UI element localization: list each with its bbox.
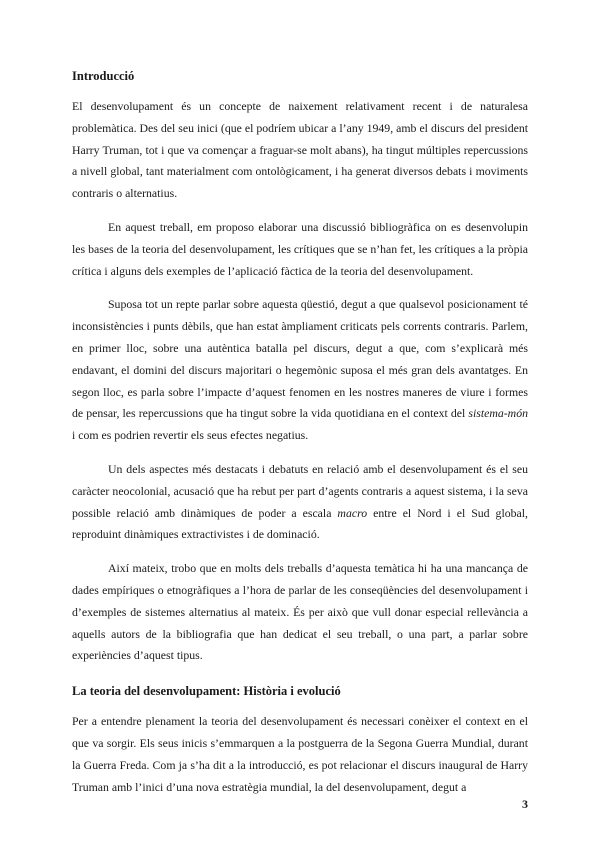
- paragraph-3-text-end: i com es podrien revertir els seus efectes negatius.: [72, 428, 309, 443]
- paragraph-3: [72, 294, 528, 447]
- section-heading-introduccio: Introducció: [72, 69, 135, 83]
- paragraph-2: [72, 217, 528, 282]
- paragraph-1: [72, 96, 528, 205]
- paragraph-1-text: El desenvolupament és un concepte de naixement relativament recent i de naturalesa problemàtica. Des del seu inici (que el podríem ubicar a l’any 1949, amb el discurs del president Harry Truman, tot i que va començar a fraguar-se molt abans), ha tingut múltiples repercussions a nivell global, tant materialment com ontològicament, i ha generat diversos debats i moviments contraris o alternatius.: [72, 99, 528, 201]
- paragraph-5: [72, 558, 528, 667]
- paragraph-4-emphasis: macro: [337, 505, 368, 520]
- section-heading-teoria: La teoria del desenvolupament: Història i evolució: [72, 684, 341, 699]
- paragraph-4-text: Un dels aspectes més destacats i debatuts en relació amb el desenvolupament és el seu caràcter neocolonial, acusació que ha rebut per part d’agents contraris a aquest sistema, i la seva possible relació amb dinàmiques de poder a escala: [72, 461, 528, 520]
- paragraph-4-text-end: entre el Nord i el Sud global, reproduint dinàmiques extractivistes i de dominació.: [72, 505, 528, 542]
- page-number: 3: [522, 797, 528, 811]
- paragraph-6: [72, 711, 528, 798]
- document-page: [72, 64, 528, 810]
- paragraph-3-text: Suposa tot un repte parlar sobre aquesta qüestió, degut a que qualsevol posicionament té inconsistències i punts dèbils, que han estat àmpliament criticats pels corrents contraris. Parlem, en primer lloc, sobre una autèntica batalla pel discurs, degut a que, com s’explicarà més endavant, el domini del discurs majoritari o hegemònic suposa el més gran dels avantatges. En segon lloc, es parla sobre l’impacte d’aquest fenomen en les nostres maneres de viure i formes de pensar, les repercussions que ha tingut sobre la vida quotidiana en el context del: [72, 297, 528, 421]
- paragraph-4: [72, 459, 528, 546]
- paragraph-3-emphasis: sistema-món: [468, 406, 528, 421]
- paragraph-2-text: En aquest treball, em proposo elaborar una discussió bibliogràfica on es desenvolupin les bases de la teoria del desenvolupament, les crítiques que se n’han fet, les crítiques a la pròpia crítica i alguns dels exemples de l’aplicació fàctica de la teoria del desenvolupament.: [72, 219, 528, 278]
- paragraph-6-text: Per a entendre plenament la teoria del desenvolupament és necessari conèixer el context en el que va sorgir. Els seus inicis s’emmarquen a la postguerra de la Segona Guerra Mundial, durant la Guerra Freda. Com ja s’ha dit a la introducció, es pot relacionar el discurs inaugural de Harry Truman amb l’inici d’una nova estratègia mundial, la del desenvolupament, degut a: [72, 714, 528, 794]
- paragraph-5-text: Així mateix, trobo que en molts dels treballs d’aquesta temàtica hi ha una mancança de dades empíriques o etnogràfiques a l’hora de parlar de les conseqüències del desenvolupament i d’exemples de sistemes alternatius al mateix. És per això que vull donar especial rellevància a aquells autors de la bibliografia que han dedicat el seu treball, o una part, a parlar sobre experiències d’aquest tipus.: [72, 561, 528, 663]
